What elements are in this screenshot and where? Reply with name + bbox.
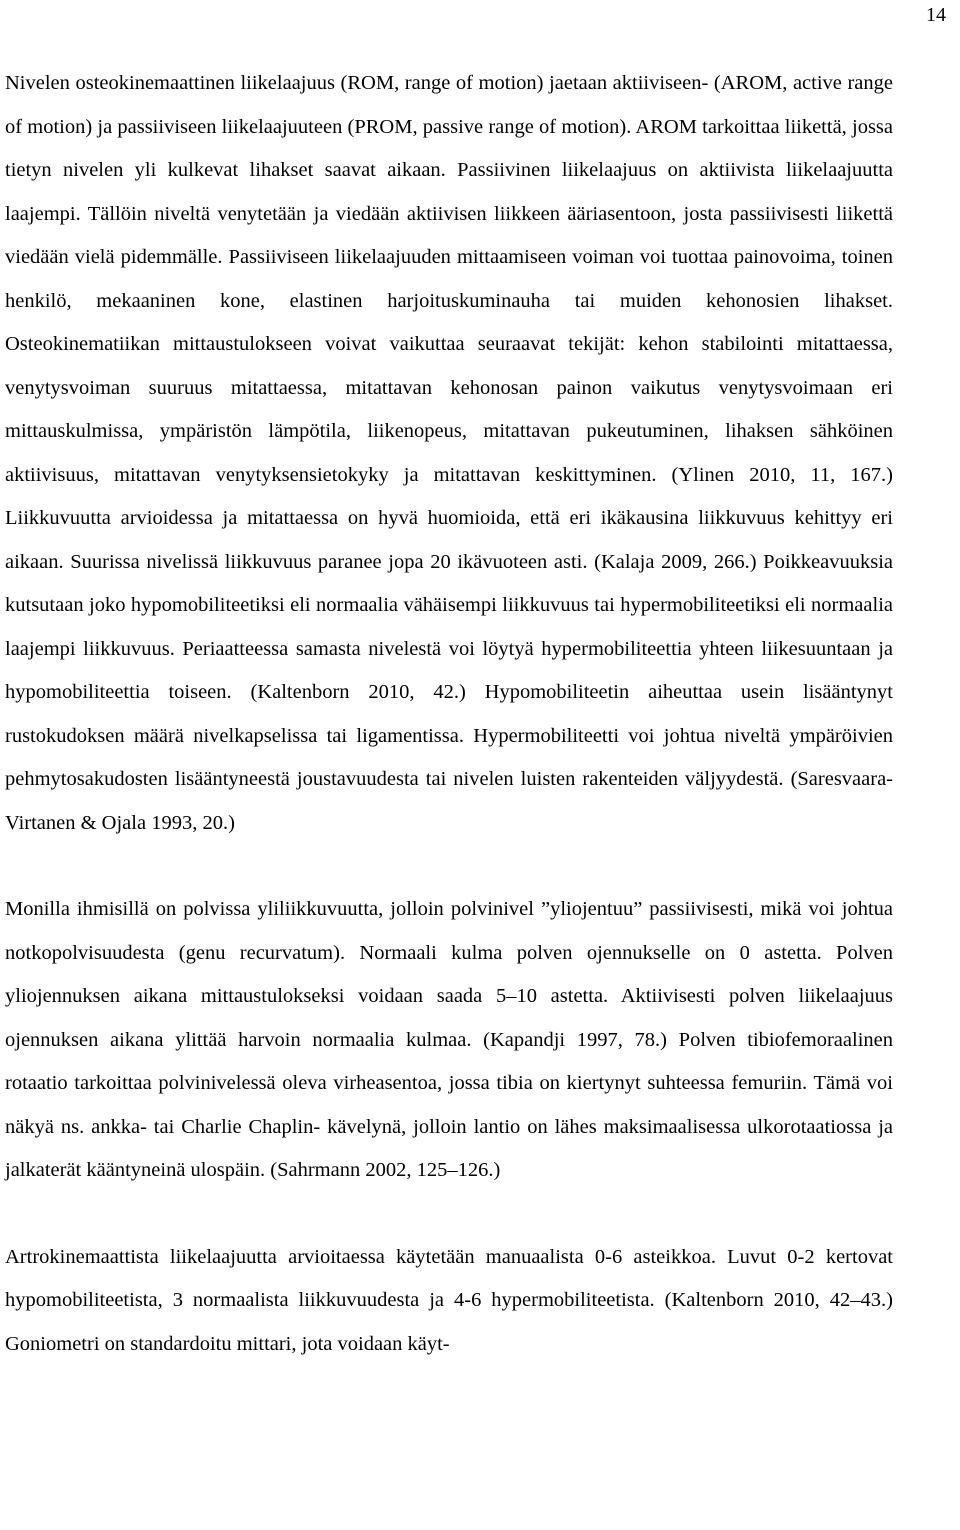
document-body <box>5 62 893 1366</box>
paragraph-knee-hypermobility: Monilla ihmisillä on polvissa yliliikkuvuutta, jolloin polvinivel ”yliojentuu” passiivisesti, mikä voi johtua notkopolvisuudesta (genu recurvatum). Normaali kulma polven ojennukselle on 0 astetta. Polven yliojennuksen aikana mittaustulokseksi voidaan saada 5–10 astetta. Aktiivisesti polven liikelaajuus ojennuksen aikana ylittää harvoin normaalia kulmaa. (Kapandji 1997, 78.) Polven tibiofemoraalinen rotaatio tarkoittaa polvinivelessä oleva virheasentoa, jossa tibia on kiertynyt suhteessa femuriin. Tämä voi näkyä ns. ankka- tai Charlie Chaplin- kävelynä, jolloin lantio on lähes maksimaalisessa ulkorotaatiossa ja jalkaterät kääntyneinä ulospäin. (Sahrmann 2002, 125–126.) <box>5 898 893 1181</box>
paragraph-arthrokinematic-scale: Artrokinemaattista liikelaajuutta arvioitaessa käytetään manuaalista 0-6 asteikkoa. Luvut 0-2 kertovat hypomobiliteetista, 3 normaalista liikkuvuudesta ja 4-6 hypermobiliteetista. (Kaltenborn 2010, 42–43.) Goniometri on standardoitu mittari, jota voidaan käyt- <box>5 1245 893 1355</box>
paragraph-range-of-motion: Nivelen osteokinemaattinen liikelaajuus (ROM, range of motion) jaetaan aktiiviseen- (AROM, active range of motion) ja passiiviseen liikelaajuuteen (PROM, passive range of motion). AROM tarkoittaa liikettä, jossa tietyn nivelen yli kulkevat lihakset saavat aikaan. Passiivinen liikelaajuus on aktiivista liikelaajuutta laajempi. Tällöin niveltä venytetään ja viedään aktiivisen liikkeen ääriasentoon, josta passiivisesti liikettä viedään vielä pidemmälle. Passiiviseen liikelaajuuden mittaamiseen voiman voi tuottaa painovoima, toinen henkilö, mekaaninen kone, elastinen harjoituskuminauha tai muiden kehonosien lihakset. Osteokinematiikan mittaustulokseen voivat vaikuttaa seuraavat tekijät: kehon stabilointi mitattaessa, venytysvoiman suuruus mitattaessa, mitattavan kehonosan painon vaikutus venytysvoimaan eri mittauskulmissa, ympäristön lämpötila, liikenopeus, mitattavan pukeutuminen, lihaksen sähköinen aktiivisuus, mitattavan venytyksensietokyky ja mitattavan keskittyminen. (Ylinen 2010, 11, 167.) Liikkuvuutta arvioidessa ja mitattaessa on hyvä huomioida, että eri ikäkausina liikkuvuus kehittyy eri aikaan. Suurissa nivelissä liikkuvuus paranee jopa 20 ikävuoteen asti. (Kalaja 2009, 266.) Poikkeavuuksia kutsutaan joko hypomobiliteetiksi eli normaalia vähäisempi liikkuvuus tai hypermobiliteetiksi eli normaalia laajempi liikkuvuus. Periaatteessa samasta nivelestä voi löytyä hypermobiliteettia yhteen liikesuuntaan ja hypomobiliteettia toiseen. (Kaltenborn 2010, 42.) Hypomobiliteetin aiheuttaa usein lisääntynyt rustokudoksen määrä nivelkapselissa tai ligamentissa. Hypermobiliteetti voi johtua niveltä ympäröivien pehmytosakudosten lisääntyneestä joustavuudesta tai nivelen luisten rakenteiden väljyydestä. (Saresvaara-Virtanen & Ojala 1993, 20.) <box>5 72 893 834</box>
page-number: 14 <box>926 4 946 26</box>
